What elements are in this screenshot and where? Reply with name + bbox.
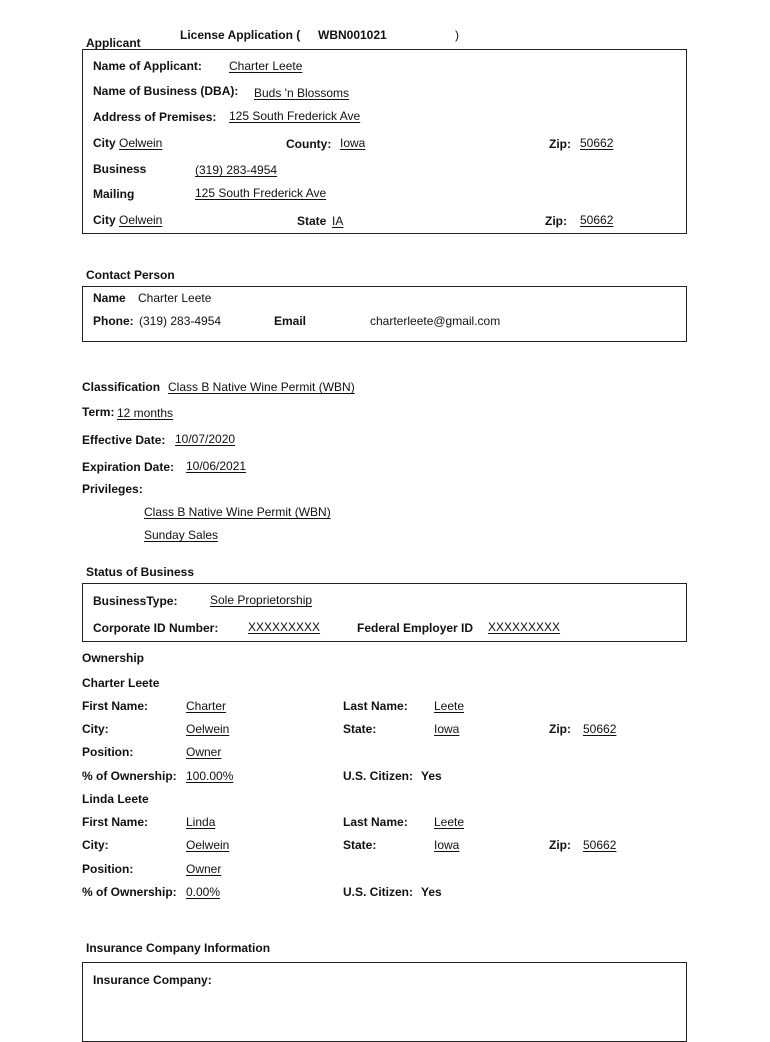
applicant-heading: Applicant — [86, 36, 141, 50]
ownership-heading: Ownership — [82, 651, 145, 665]
status-of-business-heading: Status of Business — [86, 565, 195, 579]
owner-citizen-value: Yes — [421, 885, 442, 899]
privilege-item: Sunday Sales — [144, 528, 219, 542]
state-value: IA — [332, 214, 344, 228]
owner-citizen-label: U.S. Citizen: — [343, 885, 414, 899]
license-close-paren: ) — [455, 28, 459, 42]
contact-phone-label: Phone: — [93, 314, 134, 328]
owner-first-name-label: First Name: — [82, 815, 149, 829]
owner-last-name-value: Leete — [434, 815, 465, 829]
owner-city-label: City: — [82, 722, 109, 736]
owner-percent-value: 100.00% — [186, 769, 234, 783]
owner-full-name: Linda Leete — [82, 792, 149, 806]
business-type-value: Sole Proprietorship — [210, 593, 313, 607]
privileges-label: Privileges: — [82, 482, 143, 496]
mailing-zip-label: Zip: — [545, 214, 567, 228]
corporate-id-value: XXXXXXXXX — [248, 620, 321, 634]
term-label: Term: — [82, 405, 115, 419]
zip-label: Zip: — [549, 137, 571, 151]
federal-employer-id-value: XXXXXXXXX — [488, 620, 561, 634]
owner-city-label: City: — [82, 838, 109, 852]
dba-label: Name of Business (DBA): — [93, 84, 239, 98]
effective-date-value: 10/07/2020 — [175, 432, 236, 446]
license-application-label: License Application ( — [180, 28, 301, 42]
privilege-item: Class B Native Wine Permit (WBN) — [144, 505, 331, 519]
owner-first-name-label: First Name: — [82, 699, 149, 713]
owner-citizen-label: U.S. Citizen: — [343, 769, 414, 783]
owner-state-value: Iowa — [434, 722, 460, 736]
owner-city-value: Oelwein — [186, 838, 230, 852]
county-value: Iowa — [340, 136, 366, 150]
mailing-label: Mailing — [93, 187, 135, 201]
insurance-company-label: Insurance Company: — [93, 973, 212, 987]
insurance-heading: Insurance Company Information — [86, 941, 271, 955]
name-of-applicant-value: Charter Leete — [229, 59, 303, 73]
mailing-city-value: Oelwein — [119, 213, 163, 227]
mailing-zip-value: 50662 — [580, 213, 614, 227]
owner-percent-label: % of Ownership: — [82, 885, 177, 899]
term-value: 12 months — [117, 406, 174, 420]
zip-value: 50662 — [580, 136, 614, 150]
mailing-value: 125 South Frederick Ave — [195, 186, 327, 200]
business-phone-label: Business — [93, 162, 147, 176]
address-label: Address of Premises: — [93, 110, 217, 124]
contact-email-label: Email — [274, 314, 307, 328]
owner-first-name-value: Charter — [186, 699, 227, 713]
owner-percent-label: % of Ownership: — [82, 769, 177, 783]
expiration-date-label: Expiration Date: — [82, 460, 175, 474]
classification-value: Class B Native Wine Permit (WBN) — [168, 380, 355, 394]
address-value: 125 South Frederick Ave — [229, 109, 361, 123]
owner-last-name-value: Leete — [434, 699, 465, 713]
state-label: State — [297, 214, 327, 228]
contact-name-label: Name — [93, 291, 126, 305]
county-label: County: — [286, 137, 332, 151]
name-of-applicant-label: Name of Applicant: — [93, 59, 202, 73]
city-label: City — [93, 136, 116, 150]
contact-email-value: charterleete@gmail.com — [370, 314, 501, 328]
owner-zip-value: 50662 — [583, 722, 617, 736]
corporate-id-label: Corporate ID Number: — [93, 621, 219, 635]
city-value: Oelwein — [119, 136, 163, 150]
owner-position-value: Owner — [186, 745, 222, 759]
mailing-city-label: City — [93, 213, 116, 227]
owner-position-value: Owner — [186, 862, 222, 876]
owner-position-label: Position: — [82, 862, 134, 876]
contact-phone-value: (319) 283-4954 — [139, 314, 222, 328]
federal-employer-id-label: Federal Employer ID — [357, 621, 474, 635]
owner-state-label: State: — [343, 838, 377, 852]
dba-value: Buds 'n Blossoms — [254, 86, 349, 100]
business-phone-value: (319) 283-4954 — [195, 163, 278, 177]
expiration-date-value: 10/06/2021 — [186, 459, 247, 473]
owner-first-name-value: Linda — [186, 815, 216, 829]
owner-full-name: Charter Leete — [82, 676, 160, 690]
business-type-label: BusinessType: — [93, 594, 178, 608]
owner-last-name-label: Last Name: — [343, 815, 408, 829]
contact-name-value: Charter Leete — [138, 291, 212, 305]
license-number: WBN001021 — [318, 28, 387, 42]
owner-last-name-label: Last Name: — [343, 699, 408, 713]
owner-state-value: Iowa — [434, 838, 460, 852]
owner-zip-value: 50662 — [583, 838, 617, 852]
contact-person-heading: Contact Person — [86, 268, 175, 282]
owner-state-label: State: — [343, 722, 377, 736]
owner-zip-label: Zip: — [549, 838, 571, 852]
owner-position-label: Position: — [82, 745, 134, 759]
owner-zip-label: Zip: — [549, 722, 571, 736]
owner-citizen-value: Yes — [421, 769, 442, 783]
effective-date-label: Effective Date: — [82, 433, 166, 447]
owner-percent-value: 0.00% — [186, 885, 221, 899]
owner-city-value: Oelwein — [186, 722, 230, 736]
classification-label: Classification — [82, 380, 161, 394]
